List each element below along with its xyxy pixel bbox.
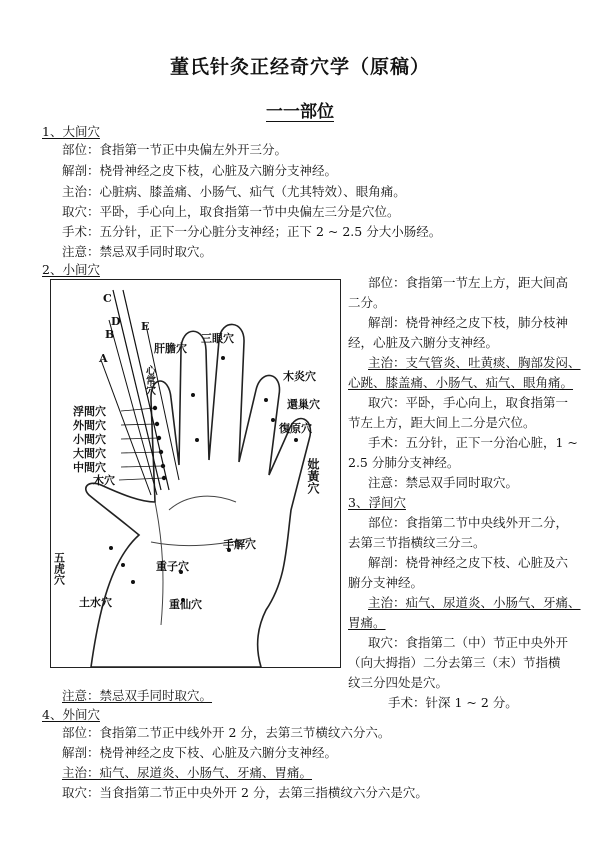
label-wuhu: 五虎穴 [52, 552, 66, 585]
point-3-line-5: 胃痛。 [348, 615, 386, 630]
point-1-anatomy: 解剖：桡骨神经之皮下枝，心脏及六腑分支神经。 [62, 163, 338, 178]
label-a: A [99, 352, 108, 365]
point-2-caution: 注意：禁忌双手同时取穴。 [62, 688, 213, 703]
palm-crease-1 [169, 496, 236, 510]
label-xingshen: 肝膽穴 [154, 342, 187, 355]
label-tuohuang: 妣黃穴 [306, 458, 320, 494]
point-3-heading: 3、浮间穴 [348, 495, 406, 510]
page-title: 董氏针灸正经奇穴学（原稿） [169, 56, 430, 78]
label-fujian: 浮間穴 [73, 405, 106, 418]
point-4-method: 取穴：当食指第二节正中央外开 2 分，去第三指横纹六分六是穴。 [62, 785, 428, 800]
point-3-line-2: 解剖：桡骨神经之皮下枝、心脏及六 [368, 555, 569, 570]
label-zhongjian: 中間穴 [73, 461, 106, 474]
point-1-heading: 1、大间穴 [42, 124, 100, 139]
label-dajian: 大間穴 [73, 447, 106, 460]
point-1-location: 部位：食指第一节正中央偏左外开三分。 [62, 142, 288, 157]
label-waijian: 外間穴 [73, 419, 106, 432]
point-3-line-6: 取穴：食指第二（中）节正中央外开 [368, 635, 569, 650]
label-xinchang: 心常穴 [143, 365, 155, 395]
point-2-line-3: 经，心脏及六腑分支神经。 [348, 335, 499, 350]
section-title: 一一部位 [266, 102, 334, 122]
label-huanchao: 還巢穴 [287, 398, 320, 411]
point-2-line-0: 部位：食指第一节左上方，距大间高 [368, 275, 569, 290]
label-b: B [105, 328, 115, 341]
label-fuyuan: 復原穴 [279, 422, 312, 435]
label-muyan: 木炎穴 [283, 370, 316, 383]
hand-illustration [51, 280, 340, 667]
label-tushui: 土水穴 [79, 596, 112, 609]
point-1-technique: 手术：五分针，正下一分心脏分支神经；正下 2 ~ 2.5 分大小肠经。 [62, 224, 442, 239]
point-2-line-4: 主治：支气管炎、吐黄痰、胸部发闷、 [368, 355, 581, 370]
label-chongxian: 重仙穴 [169, 598, 202, 611]
point-2-line-7: 节左上方，距大间上二分是穴位。 [348, 415, 536, 430]
hand-diagram [50, 279, 341, 668]
point-4-anatomy: 解剖：桡骨神经之皮下枝、心脏及六腑分支神经。 [62, 745, 338, 760]
point-3-line-3: 腑分支神经。 [348, 575, 424, 590]
point-3-line-7: （向大拇指）二分去第三（末）节指横 [348, 655, 561, 670]
point-2-line-5: 心跳、膝盖痛、小肠气、疝气、眼角痛。 [348, 375, 574, 390]
label-c: C [103, 292, 112, 305]
point-1-method: 取穴：平卧，手心向上，取食指第一节中央偏左三分是穴位。 [62, 204, 400, 219]
point-2-line-8: 手术：五分针，正下一分治心脏，1 ~ [368, 435, 578, 450]
point-1-caution: 注意：禁忌双手同时取穴。 [62, 244, 213, 259]
point-3-line-4: 主治：疝气、尿道炎、小肠气、牙痛、 [368, 595, 581, 610]
point-2-line-10: 注意：禁忌双手同时取穴。 [368, 475, 519, 490]
point-4-location: 部位：食指第二节正中线外开 2 分，去第三节横纹六分六。 [62, 725, 391, 740]
point-3-line-0: 部位：食指第二节中央线外开二分， [368, 515, 569, 530]
point-2-line-6: 取穴：平卧，手心向上，取食指第一 [368, 395, 569, 410]
point-4-indications: 主治：疝气、尿道炎、小肠气、牙痛、胃痛。 [62, 765, 313, 780]
hand-outline [86, 324, 311, 667]
point-2-line-1: 二分。 [348, 295, 386, 310]
label-sanyan: 三眼穴 [201, 332, 234, 345]
label-xiaojian: 小間穴 [73, 433, 106, 446]
point-1-indications: 主治：心脏病、膝盖痛、小肠气、疝气（尤其特效）、眼角痛。 [62, 184, 406, 199]
label-mu: 木穴 [93, 474, 115, 487]
label-e: E [141, 320, 150, 333]
label-chongzi: 重子穴 [156, 560, 189, 573]
point-2-heading: 2、小间穴 [42, 262, 100, 277]
label-d: D [111, 315, 121, 328]
point-4-heading: 4、外间穴 [42, 707, 100, 722]
point-3-line-9: 手术：针深 1 ~ 2 分。 [388, 695, 518, 710]
point-2-line-2: 解剖：桡骨神经之皮下枝，肺分枝神 [368, 315, 569, 330]
label-shoujie: 手解穴 [223, 538, 256, 551]
point-3-line-1: 去第三节指横纹三分三。 [348, 535, 486, 550]
point-2-line-9: 2.5 分肺分支神经。 [348, 455, 460, 470]
point-3-line-8: 纹三分四处是穴。 [348, 675, 449, 690]
